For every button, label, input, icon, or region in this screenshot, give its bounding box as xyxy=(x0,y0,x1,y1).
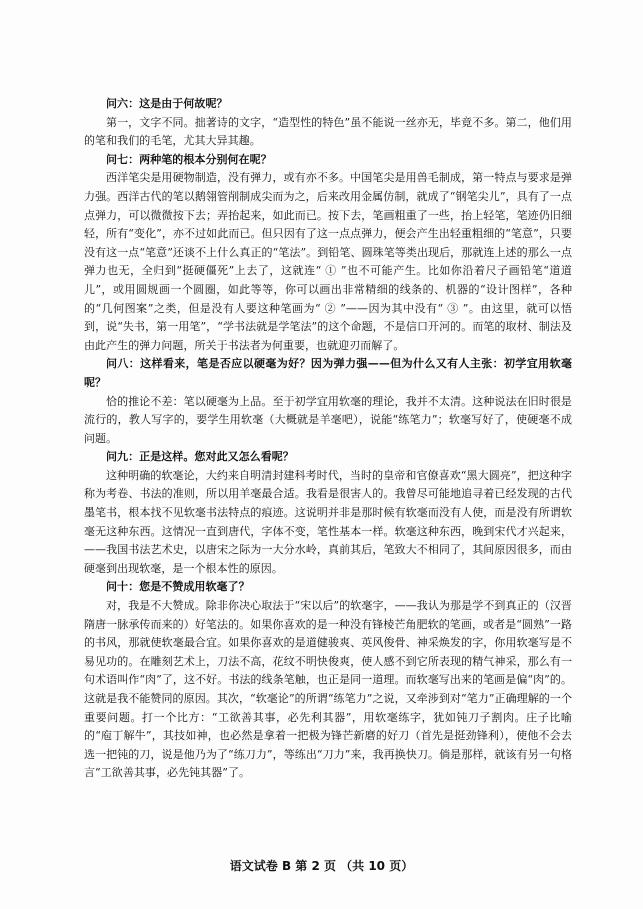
question-9: 问九：正是这样。您对此又怎么看呢？ xyxy=(106,450,294,464)
question-6: 问六：这是由于何故呢？ xyxy=(106,97,228,110)
answer-7: 西洋笔尖是用硬物制造，没有弹力，或有亦不多。中国笔尖是用兽毛制成，第一特点与要求是弹力强。西洋古代的笔以鹅翎管削制成尖而为之，后来改用金属仿制，就成了“钢笔尖儿”，具有了一点点弹力，可以微微按下去；弄抬起来，如此而已。按下去，笔画粗重了一些，抬上轻笔，笔迹仍旧细轻，所有“变化”，亦不过如此而已。但只因有了这一点点弹力，便会产生出轻重粗细的“笔意”，只要没有这一点“笔意”还谈不上什么真正的“笔法”。到铅笔、圆珠笔等类出现后，那就连上述的那么一点弹力也无，全归到“挺硬僵死”上去了，这就连“ ① ”也不可能产生。比如你沿着尺子画铅笔“道道儿”，或用圆规画一个圆圈，如此等等，你可以画出非常精细的线条的、机器的“设计图样”，各种的“几何图案”之类，但是没有人要这种笔画为“ ② ”——因为其中没有“ ③ ”。由这里，就可以悟到，说“失书，第一用笔”，“学书法就是学笔法”的这个命题，不是信口开河的。而笔的取材、制法及由此产生的弹力问题，所关于书法者为何重要，也就迎刃而解了。 xyxy=(84,171,572,352)
answer-9: 这种明确的软毫论，大约来自明清封建科考时代，当时的皇帝和官僚喜欢“黑大圆亮”，把这种字称为考卷、书法的准则，所以用羊毫最合适。我看是很害人的。我曾尽可能地追寻着已经发现的古代墨笔书，根本找不见软毫书法特点的痕迹。这说明并非是那时候有软毫而没有人使，而是没有所谓软毫无这种东西。这情况一直到唐代，字体不变，笔性基本一样。软毫这种东西，晚到宋代才兴起来，——我国书法艺术史，以唐宋之际为一大分水岭，真前其后，笔致大不相同了，其间原因很多，而由硬毫到出现软毫，是一个根本性的原因。 xyxy=(84,468,572,575)
answer-8: 恰的推论不差：笔以硬毫为上品。至于初学宜用软毫的理论，我并不太清。这种说法在旧时很是流行的，教人写字的，要学生用软毫（大概就是羊毫吧），说能“练笔力”；软毫写好了，使硬毫不成问题。 xyxy=(84,394,572,445)
question-8: 问八：这样看来，笔是否应以硬毫为好？因为弹力强——但为什么又有人主张：初学宜用软毫呢？ xyxy=(84,357,572,389)
main-text xyxy=(84,95,572,783)
question-10: 问十：您是不赞成用软毫了？ xyxy=(106,580,250,594)
answer-6: 第一，文字不同。拙著诗的文字，“造型性的特色”虽不能说一丝亦无，毕竟不多。第二，他们用的笔和我们的毛笔，尤其大异其趣。 xyxy=(84,115,572,148)
question-7: 问七：两种笔的根本分别何在呢？ xyxy=(106,152,272,166)
answer-10: 对，我是不大赞成。除非你决心取法于“宋以后”的软毫字，——我认为那是学不到真正的（汉晋隋唐一脉承传而来的）好笔法的。如果你喜欢的是一种没有锋棱芒角肥软的笔画，或者是“圆熟”一路的书风，那就使软毫最合宜。如果你喜欢的是道健骏爽、英风俊骨、神采焕发的字，你用软毫写是不易见功的。在雕刻艺术上，刀法不高，花纹不明快俊爽，使人感不到它所表现的精气神采，那么有一句术语叫作“肉”了，这不好。书法的线条笔触，也正是同一道理。而软毫写出来的笔画是偏“肉”的。这就是我不能赞同的原因。其次，“软毫论”的所谓“练笔力”之说，又牵涉到对“笔力”正确理解的一个重要问题。打一个比方：“工欲善其事，必先利其器”，用软毫练字，犹如钝刀子割肉。庄子比喻的“庖丁解牛”，其技如神，也必然是拿着一把极为锋芒新磨的好刀（首先是挺劲锋利），使他不会去选一把钝的刀，说是他乃为了“练刀力”，等练出“刀力”来，我再换快刀。倘是那样，就该有另一句格言“工欲善其事，必先钝其器”了。 xyxy=(84,599,572,780)
page-footer: 语文试卷 B 第 2 页 （共 10 页） xyxy=(229,859,414,873)
